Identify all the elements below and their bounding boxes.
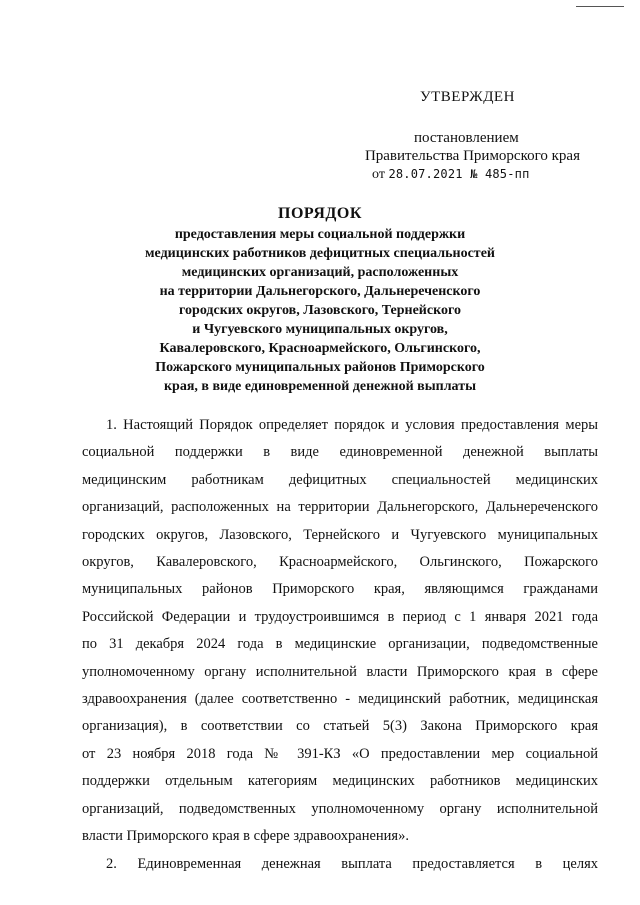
body-line: поддержки отдельным категориям медицинских работников медицинских: [82, 773, 598, 790]
body-line: социальной поддержки в виде единовременной денежной выплаты: [82, 444, 598, 461]
subtitle-line: Пожарского муниципальных районов Приморского: [155, 360, 485, 375]
body-line: медицинским работникам дефицитных специальностей медицинских: [82, 471, 598, 488]
subtitle-line: предоставления меры социальной поддержки: [174, 227, 466, 242]
decree-number: № 485-пп: [462, 167, 530, 181]
body-line: здравоохранения (далее соответственно - медицинский работник, медицинская: [82, 691, 598, 708]
subtitle-line: на территории Дальнегорского, Дальнереченского: [159, 284, 481, 299]
body-line: Российской Федерации и трудоустроившимся в период с 1 января 2021 года: [82, 608, 598, 625]
body-line: уполномоченному органу исполнительной власти Приморского края в сфере: [82, 663, 598, 680]
subtitle-line: края, в виде единовременной денежной выплаты: [163, 379, 477, 394]
body-line: от 23 ноября 2018 года № 391-КЗ «О предоставлении мер социальной: [82, 745, 598, 762]
document-body: [82, 412, 598, 878]
body-line: 2. Единовременная денежная выплата предоставляется в целях: [106, 855, 598, 872]
scan-edge-mark: [576, 6, 624, 13]
body-line: округов, Кавалеровского, Красноармейского, Ольгинского, Пожарского: [82, 554, 598, 571]
approval-stamp-text: УТВЕРЖДЕН: [420, 89, 515, 105]
subtitle-line: медицинских работников дефицитных специальностей: [145, 246, 495, 261]
subtitle-line: и Чугуевского муниципальных округов,: [192, 322, 448, 337]
document-subtitle: [120, 225, 520, 396]
body-line: организаций, подведомственных уполномоченному органу исполнительной: [82, 800, 598, 817]
body-line: организаций, расположенных на территории Дальнегорского, Дальнереченского: [82, 499, 598, 516]
body-line: 1. Настоящий Порядок определяет порядок и условия предоставления меры: [106, 417, 598, 433]
subtitle-line: медицинских организаций, расположенных: [181, 265, 459, 280]
body-line: муниципальных районов Приморского края, являющимся гражданами: [82, 581, 598, 598]
body-line: власти Приморского края в сфере здравоохранения».: [82, 828, 409, 845]
decree-line-3: [372, 164, 572, 185]
decree-line-1: постановлением: [414, 130, 519, 146]
body-line: по 31 декабря 2024 года в медицинские организации, подведомственные: [82, 636, 598, 653]
subtitle-line: Кавалеровского, Красноармейского, Ольгинского,: [159, 341, 481, 356]
body-line: организация), в соответствии со статьей 5(3) Закона Приморского края: [82, 718, 598, 735]
decree-date: 28.07.2021: [388, 167, 463, 181]
decree-prefix: от: [372, 167, 389, 182]
body-line: городских округов, Лазовского, Тернейского и Чугуевского муниципальных: [82, 526, 598, 543]
document-title: ПОРЯДОК: [278, 205, 362, 222]
decree-line-2: Правительства Приморского края: [364, 148, 580, 164]
subtitle-line: городских округов, Лазовского, Тернейского: [179, 303, 461, 318]
